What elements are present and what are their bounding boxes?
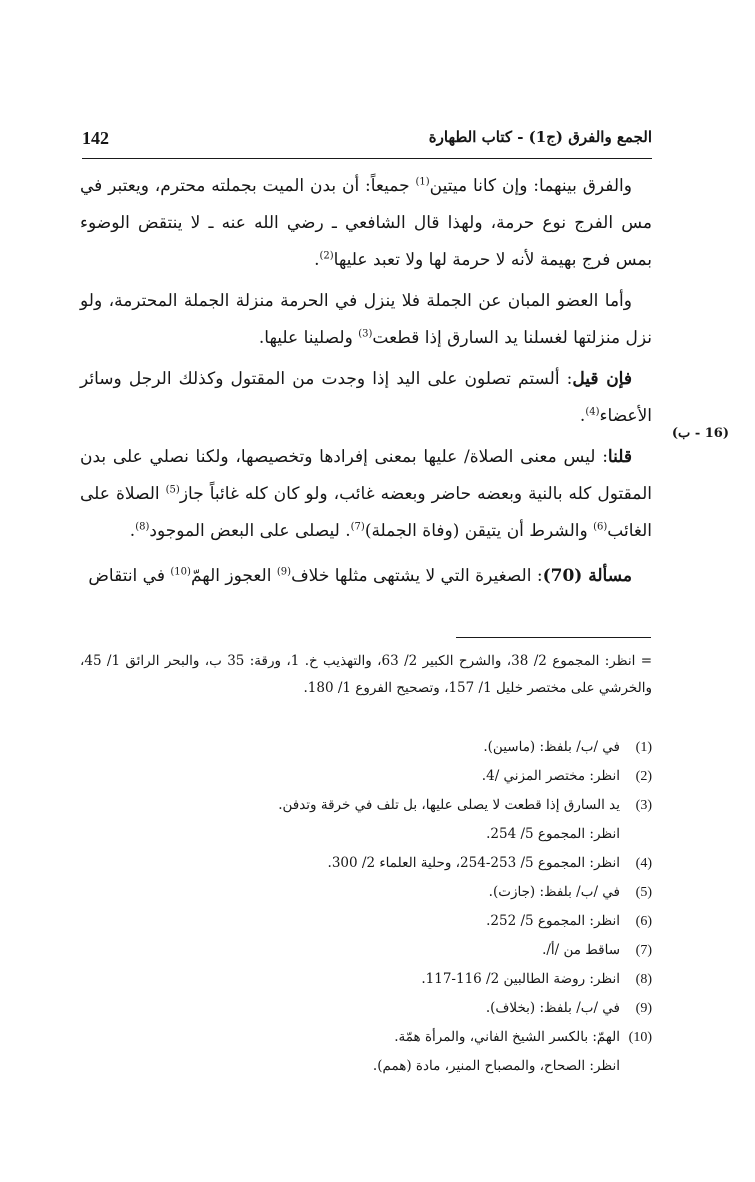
footnote-text: انظر: المجموع 5/ 253-254، وحلية العلماء 2/ 300. (327, 855, 620, 871)
footnote (80, 878, 652, 907)
page-header (82, 124, 652, 159)
footnote (80, 965, 652, 994)
footnote-continuation: = انظر: المجموع 2/ 38، والشرح الكبير 2/ 63، والتهذيب خ. 1، ورقة: 35 ب، والبحر الرائق 1/ 45، والخرشي على مختصر خليل 1/ 157، وتصحيح الفروع 1/ 180. (80, 653, 653, 696)
footnotes (80, 733, 652, 1081)
paragraph: والفرق بينهما: وإن كانا ميتين$^{(1)}$ جميعاً: أن بدن الميت بجملته محترم، ويعتبر في مس الفرج نوع حرمة، ولهذا قال الشافعي ـ رضي الله عنه ـ لا ينتقض الوضوء بمس فرج بهيمة لأنه لا حرمة لها ولا تعبد عليها$^{(2)}$. (80, 176, 652, 270)
page-number: 142 (82, 128, 109, 148)
footnote-text: يد السارق إذا قطعت لا يصلى عليها، بل تلف في خرقة وتدفن. انظر: المجموع 5/ 254. (278, 797, 620, 842)
footnote-text: في /ب/ بلفظ: (ماسين). (483, 739, 620, 755)
margin-folio-note: (16 - ب) (671, 426, 729, 441)
footnote (80, 762, 652, 791)
footnote-number: (3) (635, 798, 652, 813)
footnote-number: (7) (635, 943, 652, 958)
footnote-text: في /ب/ بلفظ: (جازت). (488, 884, 620, 900)
footnote-text: انظر: مختصر المزني /4. (481, 768, 620, 784)
footnote (80, 791, 652, 849)
paragraph: وأما العضو المبان عن الجملة فلا ينزل في الحرمة منزلة الجملة المحترمة، ولو نزل منزلتها لغسلنا يد السارق إذا قطعت$^{(3)}$ ولصلينا عليها. (80, 291, 652, 348)
footnote-text: انظر: روضة الطالبين 2/ 116-117. (421, 971, 620, 987)
footnote (80, 1023, 652, 1081)
footnote-number: (8) (635, 972, 652, 987)
footnote (80, 733, 652, 762)
footnote-number: (10) (628, 1030, 652, 1045)
footnote-number: (9) (635, 1001, 652, 1016)
footnote (80, 936, 652, 965)
main-text (80, 168, 652, 599)
footnote-number: (5) (635, 885, 652, 900)
running-title: الجمع والفرق (ج1) - كتاب الطهارة (428, 128, 652, 146)
footnote-text: ساقط من /أ/. (542, 942, 620, 958)
paragraph: مسألة (70): الصغيرة التي لا يشتهى مثلها خلاف$^{(9)}$ العجوز الهمّ$^{(10)}$ في انتقاض (88, 566, 632, 586)
footnote (80, 994, 652, 1023)
footnote-number: (1) (635, 740, 652, 755)
footnote (80, 907, 652, 936)
footnote-number: (4) (635, 856, 652, 871)
footnote-text: الهمّ: بالكسر الشيخ الفاني، والمرأة همّة. انظر: الصحاح، والمصباح المنير، مادة (همم). (372, 1029, 620, 1074)
footnote-text: انظر: المجموع 5/ 252. (486, 913, 620, 929)
paragraph: قلنا: ليس معنى الصلاة/ عليها بمعنى إفرادها وتخصيصها، ولكنا نصلي على بدن المقتول كله بالنية وبعضه حاضر وبعضه غائب، ولو كان كله غائباً جاز$^{(5)}$ الصلاة على الغائب$^{(6)}$ والشرط أن يتيقن (وفاة الجملة)$^{(7)}$. ليصلى على البعض الموجود$^{(8)}$. (80, 447, 652, 541)
footnote-separator (456, 637, 651, 638)
paragraph: فإن قيل: ألستم تصلون على اليد إذا وجدت من المقتول وكذلك الرجل وسائر الأعضاء$^{(4)}$. (80, 369, 652, 426)
footnote-number: (2) (635, 769, 652, 784)
footnote-text: في /ب/ بلفظ: (بخلاف). (485, 1000, 620, 1016)
footnote-number: (6) (635, 914, 652, 929)
footnote (80, 849, 652, 878)
